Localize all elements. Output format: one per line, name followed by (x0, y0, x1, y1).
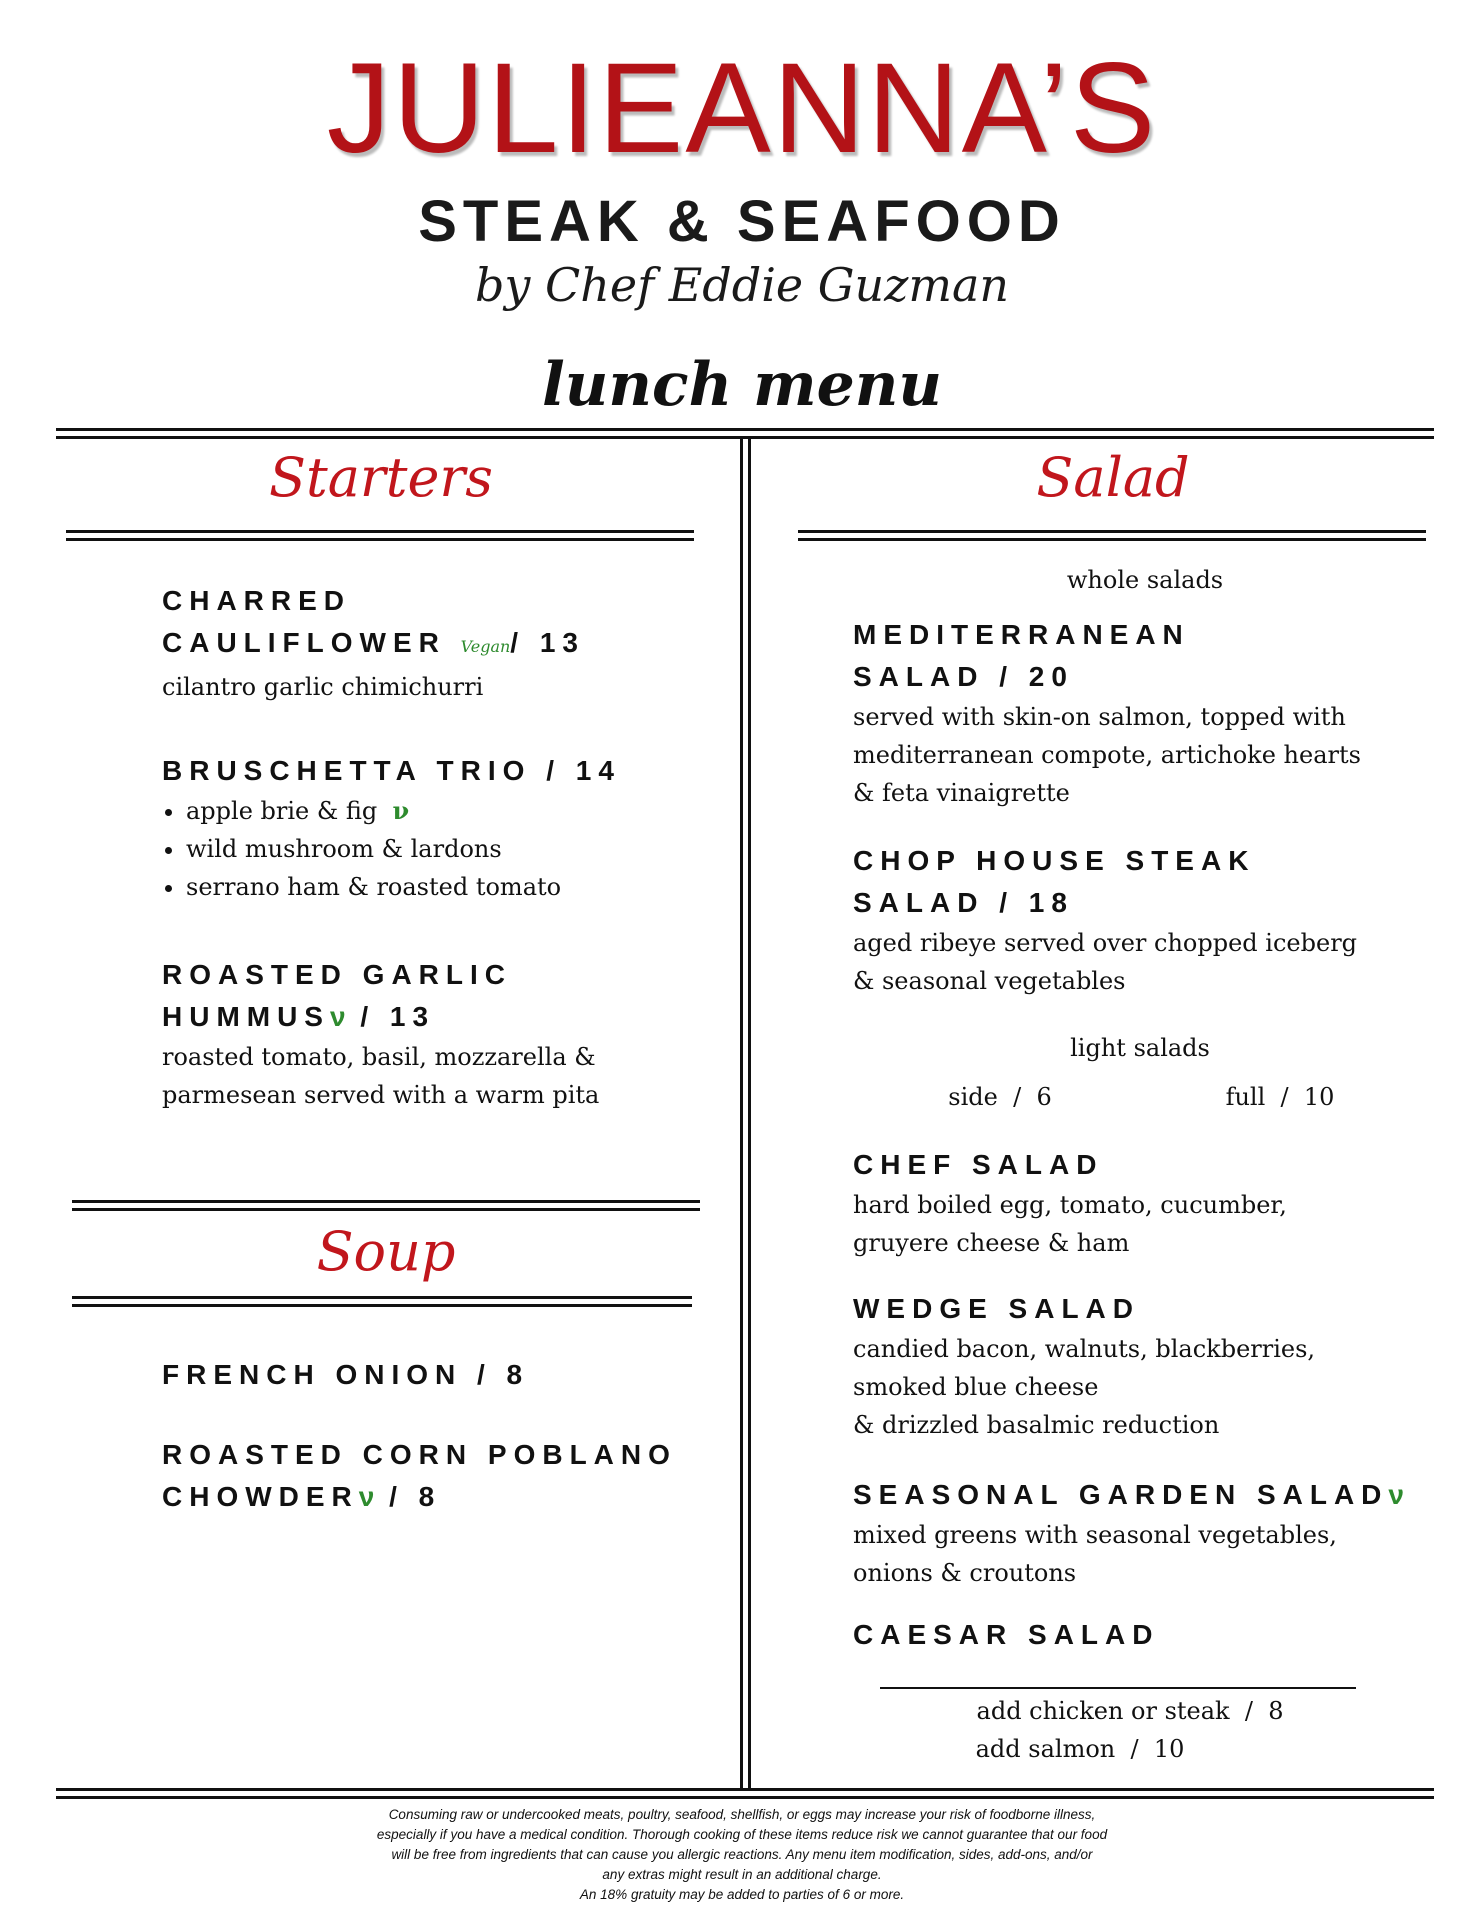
disclaimer-line: especially if you have a medical condition. Thorough cooking of these items reduce risk we cannot guarantee that our food (376, 1827, 1108, 1842)
starter-item-bruschetta (162, 750, 722, 906)
leaf-icon: ν (1388, 1479, 1404, 1510)
list-item: • serrano ham & roasted tomato (186, 868, 722, 906)
salad-item-chef (853, 1144, 1433, 1262)
item-description: mediterranean compote, artichoke hearts (853, 741, 1361, 769)
item-name: CHEF SALAD (853, 1149, 1104, 1180)
item-description: smoked blue cheese (853, 1373, 1099, 1401)
item-name: MEDITERRANEAN (853, 619, 1190, 650)
disclaimer-line: will be free from ingredients that can cause you allergic reactions. Any menu item modification, sides, add-ons, and/or (391, 1847, 1093, 1862)
restaurant-logo-wordmark: JULIEANNA’S (326, 37, 1158, 180)
salad-item-wedge (853, 1288, 1433, 1444)
starter-item-hummus (162, 954, 742, 1114)
item-description: & seasonal vegetables (853, 967, 1126, 995)
item-description: roasted tomato, basil, mozzarella & (162, 1043, 596, 1071)
item-name: ROASTED GARLIC (162, 959, 512, 990)
leaf-icon: ν (330, 1001, 346, 1032)
starters-rule (66, 530, 694, 533)
disclaimer-line: An 18% gratuity may be added to parties of 6 or more. (579, 1887, 905, 1902)
item-description: served with skin-on salmon, topped with (853, 703, 1346, 731)
item-name: ROASTED CORN POBLANO (162, 1439, 677, 1470)
list-item: • apple brie & fig ν (186, 792, 722, 830)
leaf-icon: ν (392, 796, 410, 825)
soup-item-chowder (162, 1434, 722, 1518)
chef-signature: by Chef Eddie Guzman (474, 258, 1010, 312)
item-name: CHARRED (162, 585, 351, 616)
item-description: onions & croutons (853, 1559, 1077, 1587)
salad-rule (798, 530, 1426, 533)
side-price: side / 6 (948, 1083, 1052, 1111)
item-name: CHOP HOUSE STEAK (853, 845, 1256, 876)
starter-item-cauliflower (162, 580, 722, 706)
item-description: parmesean served with a warm pita (162, 1081, 600, 1109)
top-divider (56, 428, 1434, 431)
item-name: SALAD / 18 (853, 887, 1074, 918)
item-description: mixed greens with seasonal vegetables, (853, 1521, 1337, 1549)
top-divider-inner (56, 436, 1434, 439)
item-name: FRENCH ONION / 8 (162, 1359, 530, 1390)
bruschetta-list (162, 792, 722, 906)
soup-rule-bottom (72, 1296, 692, 1299)
item-description: & feta vinaigrette (853, 779, 1070, 807)
light-salads-heading: light salads (1070, 1034, 1210, 1062)
item-name: CAULIFLOWER Vegan/ 13 (162, 627, 585, 658)
soup-rule-top (72, 1200, 700, 1203)
item-name: CHOWDERν / 8 (162, 1481, 442, 1512)
item-name: BRUSCHETTA TRIO / 14 (162, 755, 621, 786)
disclaimer-line: Consuming raw or undercooked meats, poultry, seafood, shellfish, or eggs may increase your risk of foodborne illness, (388, 1807, 1096, 1822)
item-name: CAESAR SALAD (853, 1619, 1160, 1650)
bottom-divider (56, 1788, 1434, 1791)
menu-title: lunch menu (542, 350, 942, 420)
full-price: full / 10 (1225, 1083, 1335, 1111)
salad-heading: Salad (1036, 446, 1190, 509)
starters-heading: Starters (269, 446, 493, 509)
item-description: aged ribeye served over chopped iceberg (853, 929, 1358, 957)
soup-item-french-onion (162, 1354, 722, 1396)
salad-item-seasonal-garden (853, 1474, 1443, 1592)
addons-rule (880, 1687, 1356, 1689)
soup-rule-bottom-inner (72, 1304, 692, 1307)
item-description: gruyere cheese & ham (853, 1229, 1130, 1257)
vegan-leaf-icon: Vegan (460, 637, 511, 656)
item-name: HUMMUSν / 13 (162, 1001, 436, 1032)
column-divider-inner (748, 438, 751, 1788)
list-item: • wild mushroom & lardons (186, 830, 722, 868)
bottom-divider-inner (56, 1796, 1434, 1799)
salad-rule-inner (798, 538, 1426, 541)
salad-item-chop-house (853, 840, 1433, 1000)
salad-item-mediterranean (853, 614, 1433, 812)
addon-salmon: add salmon / 10 (975, 1735, 1185, 1763)
item-description: cilantro garlic chimichurri (162, 673, 484, 701)
item-name: SEASONAL GARDEN SALADν (853, 1479, 1404, 1510)
item-description: hard boiled egg, tomato, cucumber, (853, 1191, 1287, 1219)
soup-heading: Soup (316, 1220, 456, 1283)
item-name: WEDGE SALAD (853, 1293, 1140, 1324)
disclaimer-line: any extras might result in an additional charge. (602, 1867, 882, 1882)
item-description: & drizzled basalmic reduction (853, 1411, 1220, 1439)
addon-chicken-steak: add chicken or steak / 8 (976, 1697, 1284, 1725)
leaf-icon: ν (358, 1481, 375, 1512)
salad-item-caesar (853, 1614, 1433, 1656)
disclaimer (0, 1805, 1484, 1905)
starters-rule-inner (66, 538, 694, 541)
item-description: candied bacon, walnuts, blackberries, (853, 1335, 1316, 1363)
whole-salads-heading: whole salads (1066, 566, 1224, 594)
item-name: SALAD / 20 (853, 661, 1074, 692)
restaurant-subtitle: STEAK & SEAFOOD (418, 189, 1066, 254)
soup-rule-top-inner (72, 1208, 700, 1211)
